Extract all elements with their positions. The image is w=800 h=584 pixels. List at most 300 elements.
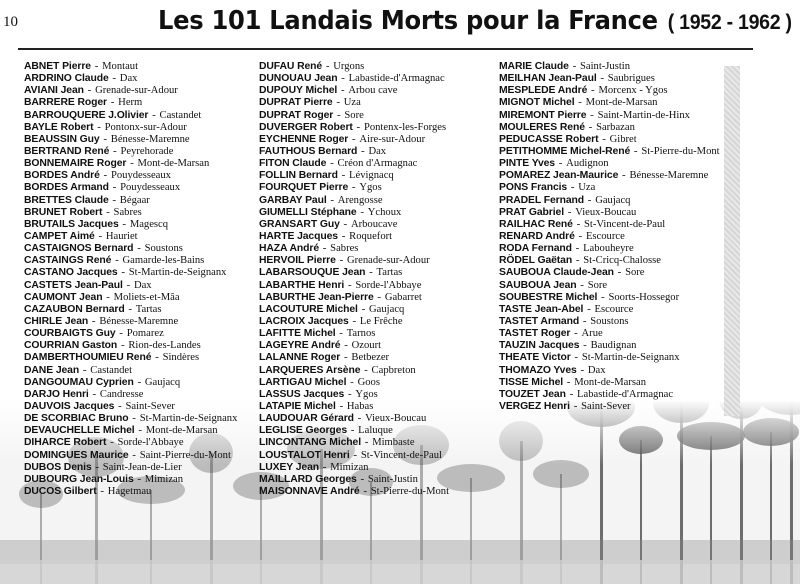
person-name: LALANNE Roger xyxy=(259,352,341,364)
list-item xyxy=(259,291,501,303)
place-name: Capbreton xyxy=(371,364,416,376)
place-name: Morcenx - Ygos xyxy=(598,85,668,97)
list-item xyxy=(259,315,501,327)
person-name: CHIRLE Jean xyxy=(24,315,89,327)
place-name: St-Martin-de-Seignanx xyxy=(139,413,238,425)
separator: - xyxy=(598,290,608,303)
list-item xyxy=(24,72,260,84)
place-name: Mont-de-Marsan xyxy=(145,425,218,437)
person-name: GARBAY Paul xyxy=(259,194,327,206)
page-title xyxy=(158,6,792,36)
place-name: Magescq xyxy=(129,218,169,230)
place-name: Laluque xyxy=(358,425,393,437)
list-item xyxy=(259,461,501,473)
separator: - xyxy=(571,351,581,364)
list-item xyxy=(259,206,501,218)
place-name: Sore xyxy=(344,109,364,121)
person-name: DAUVOIS Jacques xyxy=(24,400,115,412)
list-item xyxy=(24,424,260,436)
separator: - xyxy=(95,229,105,242)
separator: - xyxy=(348,424,358,437)
place-name: Saint-Justin xyxy=(579,61,631,72)
list-item xyxy=(259,194,501,206)
separator: - xyxy=(362,436,372,449)
person-name: CAZAUBON Bernard xyxy=(24,303,125,315)
list-item xyxy=(24,327,260,339)
place-name: Gibret xyxy=(609,133,637,145)
place-name: Mimizan xyxy=(144,473,184,485)
person-name: FOURQUET Pierre xyxy=(259,182,349,194)
list-item xyxy=(259,266,501,278)
person-name: DUFAU René xyxy=(259,61,323,72)
person-name: GIUMELLI Stéphane xyxy=(259,206,357,218)
separator: - xyxy=(568,181,578,194)
list-item xyxy=(499,72,724,84)
person-name: COURBAIGTS Guy xyxy=(24,328,116,340)
separator: - xyxy=(327,157,337,170)
list-item xyxy=(259,339,501,351)
list-item xyxy=(24,376,260,388)
person-name: DAMBERTHOUMIEU René xyxy=(24,352,152,364)
person-name: LINCONTANG Michel xyxy=(259,437,362,449)
person-name: DEVAUCHELLE Michel xyxy=(24,425,135,437)
list-item xyxy=(259,96,501,108)
person-name: SAUBOUA Claude-Jean xyxy=(499,267,614,279)
list-item xyxy=(259,364,501,376)
separator: - xyxy=(103,290,113,303)
separator: - xyxy=(585,120,596,133)
place-name: Candresse xyxy=(99,388,144,400)
separator: - xyxy=(345,278,355,291)
person-name: TAUZIN Jacques xyxy=(499,340,580,352)
separator: - xyxy=(100,132,110,145)
separator: - xyxy=(134,472,144,485)
title-years: ( 1952 - 1962 ) xyxy=(667,11,792,34)
person-name: LUXEY Jean xyxy=(259,461,320,473)
list-item xyxy=(499,266,724,278)
list-item xyxy=(499,133,724,145)
place-name: Audignon xyxy=(566,158,609,170)
list-item xyxy=(499,291,724,303)
list-item xyxy=(259,242,501,254)
person-name: BONNEMAIRE Roger xyxy=(24,158,127,170)
list-item xyxy=(499,279,724,291)
person-name: LABARSOUQUE Jean xyxy=(259,267,366,279)
list-item xyxy=(259,473,501,485)
list-item xyxy=(499,327,724,339)
place-name: Arbou cave xyxy=(348,85,398,97)
separator: - xyxy=(118,266,128,279)
list-item xyxy=(259,412,501,424)
separator: - xyxy=(320,460,330,473)
person-name: DUBOURG Jean-Louis xyxy=(24,473,134,485)
separator: - xyxy=(333,96,343,109)
list-item xyxy=(259,133,501,145)
separator: - xyxy=(350,448,360,461)
separator: - xyxy=(353,120,363,133)
place-name: Arboucave xyxy=(350,218,398,230)
separator: - xyxy=(80,363,90,376)
list-item xyxy=(259,145,501,157)
person-name: TOUZET Jean xyxy=(499,388,566,400)
separator: - xyxy=(91,60,102,72)
person-name: BORDES André xyxy=(24,170,100,182)
separator: - xyxy=(149,108,159,121)
place-name: Grenade-sur-Adour xyxy=(95,85,178,97)
place-name: St-Pierre-du-Mont xyxy=(370,485,450,497)
place-name: Gabarret xyxy=(384,291,422,303)
separator: - xyxy=(109,193,119,206)
list-item xyxy=(24,449,260,461)
place-name: Labouheyre xyxy=(583,243,634,255)
list-item xyxy=(24,242,260,254)
place-name: St-Vincent-de-Paul xyxy=(584,218,666,230)
separator: - xyxy=(357,205,367,218)
place-name: Peyrehorade xyxy=(120,145,174,157)
place-name: Saint-Sever xyxy=(125,400,175,412)
separator: - xyxy=(349,314,359,327)
separator: - xyxy=(110,144,120,157)
separator: - xyxy=(599,132,609,145)
decorative-side-bar xyxy=(724,66,740,416)
list-item xyxy=(499,181,724,193)
person-name: GRANSART Guy xyxy=(259,218,340,230)
person-name: MESPLEDE André xyxy=(499,85,588,97)
separator: - xyxy=(565,205,575,218)
place-name: Arue xyxy=(581,328,603,340)
list-item xyxy=(24,279,260,291)
place-name: St-Pierre-du-Mont xyxy=(641,145,720,157)
person-name: FOLLIN Bernard xyxy=(259,170,338,182)
place-name: Habas xyxy=(346,400,374,412)
person-name: LABARTHE Henri xyxy=(259,279,345,291)
place-name: Mont-de-Marsan xyxy=(585,97,658,109)
separator: - xyxy=(577,278,587,291)
person-name: ABNET Pierre xyxy=(24,61,91,72)
list-item xyxy=(499,254,724,266)
place-name: Sarbazan xyxy=(596,121,635,133)
place-name: Urgons xyxy=(333,61,365,72)
person-name: PINTE Yves xyxy=(499,158,555,170)
separator: - xyxy=(349,132,359,145)
list-item xyxy=(259,157,501,169)
separator: - xyxy=(107,436,117,449)
list-item xyxy=(24,303,260,315)
place-name: Dax xyxy=(133,279,152,291)
place-name: Dax xyxy=(119,73,138,85)
person-name: BEAUSSIN Guy xyxy=(24,133,100,145)
person-name: LEGLISE Georges xyxy=(259,425,347,437)
separator: - xyxy=(84,84,95,97)
place-name: Bégaar xyxy=(119,194,150,206)
separator: - xyxy=(118,339,128,352)
place-name: Sorde-l'Abbaye xyxy=(117,437,184,449)
list-item xyxy=(499,242,724,254)
place-name: Saint-Sever xyxy=(581,400,631,412)
person-name: PRADEL Fernand xyxy=(499,194,585,206)
place-name: Vieux-Boucau xyxy=(365,413,427,425)
list-item xyxy=(24,169,260,181)
separator: - xyxy=(338,229,349,242)
separator: - xyxy=(97,484,107,497)
list-item xyxy=(499,339,724,351)
separator: - xyxy=(588,84,598,97)
place-name: Pontenx-les-Forges xyxy=(363,121,447,133)
person-name: HERVOIL Pierre xyxy=(259,255,336,267)
list-item xyxy=(259,279,501,291)
separator: - xyxy=(336,327,346,340)
person-name: DUNOUAU Jean xyxy=(259,73,338,85)
separator: - xyxy=(94,120,104,133)
list-item xyxy=(259,169,501,181)
list-item xyxy=(259,327,501,339)
separator: - xyxy=(152,351,162,364)
place-name: Mont-de-Marsan xyxy=(137,158,210,170)
separator: - xyxy=(358,302,369,315)
place-name: Baudignan xyxy=(590,340,637,352)
person-name: BAYLE Robert xyxy=(24,121,94,133)
person-name: DUPRAT Roger xyxy=(259,109,334,121)
place-name: Le Frêche xyxy=(359,315,403,327)
separator: - xyxy=(360,484,370,497)
person-name: LOUSTALOT Henri xyxy=(259,449,350,461)
person-name: TASTE Jean-Abel xyxy=(499,303,584,315)
separator: - xyxy=(135,424,145,437)
person-name: LAGEYRE André xyxy=(259,340,341,352)
person-name: BRUTAILS Jacques xyxy=(24,218,119,230)
list-item xyxy=(259,436,501,448)
place-name: Pouydesseaux xyxy=(110,170,171,182)
list-item xyxy=(24,194,260,206)
separator: - xyxy=(336,254,346,267)
place-name: Bénesse-Maremne xyxy=(629,170,709,182)
separator: - xyxy=(619,169,629,182)
list-item xyxy=(24,364,260,376)
separator: - xyxy=(89,387,99,400)
person-name: MAISONNAVE André xyxy=(259,485,360,497)
person-name: DUPOUY Michel xyxy=(259,85,338,97)
place-name: Sorde-l'Abbaye xyxy=(355,279,422,291)
place-name: Gaujacq xyxy=(144,376,181,388)
separator: - xyxy=(127,157,137,170)
place-name: Soustons xyxy=(590,315,629,327)
place-name: Pouydesseaux xyxy=(120,182,181,194)
place-name: Sabres xyxy=(330,243,359,255)
list-item xyxy=(259,376,501,388)
list-item xyxy=(259,254,501,266)
list-item xyxy=(499,218,724,230)
list-item xyxy=(24,254,260,266)
list-item xyxy=(259,121,501,133)
separator: - xyxy=(89,314,99,327)
separator: - xyxy=(338,72,348,85)
place-name: Aire-sur-Adour xyxy=(359,133,426,145)
person-name: RENARD André xyxy=(499,230,575,242)
place-name: Pontonx-sur-Adour xyxy=(104,121,187,133)
person-name: SOUBESTRE Michel xyxy=(499,291,598,303)
place-name: Vieux-Boucau xyxy=(575,206,637,218)
person-name: LAFITTE Michel xyxy=(259,328,336,340)
place-name: Tartas xyxy=(376,267,403,279)
separator: - xyxy=(575,96,585,109)
separator: - xyxy=(129,412,139,425)
person-name: DUCOS Gilbert xyxy=(24,485,97,497)
place-name: Bénesse-Maremne xyxy=(99,315,179,327)
separator: - xyxy=(341,351,351,364)
person-name: LATAPIE Michel xyxy=(259,400,336,412)
person-name: DANE Jean xyxy=(24,364,80,376)
separator: - xyxy=(573,254,583,267)
list-item xyxy=(259,109,501,121)
names-column-1 xyxy=(24,60,260,497)
separator: - xyxy=(631,144,641,157)
list-item xyxy=(24,400,260,412)
person-name: MIGNOT Michel xyxy=(499,97,575,109)
separator: - xyxy=(580,339,590,352)
separator: - xyxy=(580,314,590,327)
list-item xyxy=(499,194,724,206)
person-name: CAMPET Aimé xyxy=(24,230,95,242)
person-name: DIHARCE Robert xyxy=(24,437,107,449)
person-name: LARQUERES Arsène xyxy=(259,364,361,376)
person-name: RODA Fernand xyxy=(499,243,572,255)
list-item xyxy=(24,485,260,497)
place-name: Mont-de-Marsan xyxy=(574,376,647,388)
list-item xyxy=(24,145,260,157)
separator: - xyxy=(320,242,330,255)
place-name: Lévignacq xyxy=(349,170,394,182)
place-name: Mimbaste xyxy=(372,437,415,449)
list-item xyxy=(259,449,501,461)
place-name: Arengosse xyxy=(337,194,383,206)
separator: - xyxy=(570,399,581,412)
list-item xyxy=(259,485,501,497)
separator: - xyxy=(129,448,139,461)
place-name: Gamarde-les-Bains xyxy=(122,255,205,267)
separator: - xyxy=(566,387,577,400)
person-name: LABURTHE Jean-Pierre xyxy=(259,291,374,303)
names-column-3 xyxy=(499,60,724,412)
place-name: Dax xyxy=(587,364,606,376)
list-item xyxy=(24,109,260,121)
person-name: DARJO Henri xyxy=(24,388,89,400)
person-name: BERTRAND René xyxy=(24,145,110,157)
person-name: MOULERES René xyxy=(499,121,585,133)
person-name: DOMINGUES Maurice xyxy=(24,449,129,461)
separator: - xyxy=(577,363,587,376)
list-item xyxy=(24,133,260,145)
place-name: Sabres xyxy=(113,206,142,218)
person-name: FAUTHOUS Bernard xyxy=(259,145,358,157)
list-item xyxy=(499,169,724,181)
person-name: CASTANO Jacques xyxy=(24,267,118,279)
person-name: ARDRINO Claude xyxy=(24,73,109,85)
list-item xyxy=(24,157,260,169)
list-item xyxy=(499,60,724,72)
person-name: CASTAINGS René xyxy=(24,255,112,267)
list-item xyxy=(499,303,724,315)
person-name: BARROUQUERE J.Olivier xyxy=(24,109,149,121)
separator: - xyxy=(357,472,367,485)
person-name: EYCHENNE Roger xyxy=(259,133,349,145)
place-name: Saint-Justin xyxy=(367,473,418,485)
list-item xyxy=(24,84,260,96)
place-name: Betbezer xyxy=(351,352,390,364)
person-name: TASTET Armand xyxy=(499,315,580,327)
place-name: Rion-des-Landes xyxy=(128,340,201,352)
list-item xyxy=(259,72,501,84)
person-name: DUPRAT Pierre xyxy=(259,97,333,109)
separator: - xyxy=(108,96,118,109)
separator: - xyxy=(354,412,365,425)
list-item xyxy=(259,230,501,242)
place-name: Moliets-et-Mâa xyxy=(113,291,180,303)
separator: - xyxy=(327,193,337,206)
place-name: Saint-Pierre-du-Mont xyxy=(139,449,231,461)
place-name: Soustons xyxy=(144,243,183,255)
person-name: LASSUS Jacques xyxy=(259,388,345,400)
separator: - xyxy=(575,229,585,242)
list-item xyxy=(499,388,724,400)
list-item xyxy=(499,351,724,363)
person-name: MEILHAN Jean-Paul xyxy=(499,73,597,85)
person-name: AVIANI Jean xyxy=(24,85,84,97)
list-item xyxy=(499,121,724,133)
person-name: SAUBOUA Jean xyxy=(499,279,577,291)
place-name: Saint-Martin-de-Hinx xyxy=(597,109,690,121)
place-name: Hauriet xyxy=(105,230,138,242)
separator: - xyxy=(109,181,120,194)
list-item xyxy=(24,291,260,303)
person-name: BRUNET Robert xyxy=(24,206,103,218)
separator: - xyxy=(103,205,113,218)
list-item xyxy=(24,436,260,448)
person-name: RAILHAC René xyxy=(499,218,573,230)
place-name: Labastide-d'Armagnac xyxy=(348,73,445,85)
separator: - xyxy=(341,339,351,352)
person-name: HARTE Jacques xyxy=(259,230,338,242)
place-name: Dax xyxy=(368,145,387,157)
names-column-2 xyxy=(259,60,501,497)
list-item xyxy=(24,218,260,230)
separator: - xyxy=(116,327,126,340)
list-item xyxy=(499,230,724,242)
place-name: Herm xyxy=(118,97,143,109)
separator: - xyxy=(123,278,133,291)
list-item xyxy=(499,84,724,96)
place-name: Sore xyxy=(587,279,608,291)
person-name: PEDUCASSE Robert xyxy=(499,133,599,145)
list-item xyxy=(499,96,724,108)
separator: - xyxy=(572,242,583,255)
title-underline xyxy=(18,48,753,50)
place-name: Bénesse-Maremne xyxy=(110,133,190,145)
separator: - xyxy=(119,217,129,230)
place-name: Escource xyxy=(585,230,625,242)
place-name: Montaut xyxy=(102,61,139,72)
page-number: 10 xyxy=(3,14,18,30)
title-text: Les 101 Landais Morts pour la France xyxy=(158,6,658,36)
separator: - xyxy=(614,266,625,279)
person-name: DUBOS Denis xyxy=(24,461,92,473)
place-name: Pomarez xyxy=(126,328,164,340)
person-name: BORDES Armand xyxy=(24,182,109,194)
person-name: CAUMONT Jean xyxy=(24,291,103,303)
list-item xyxy=(24,206,260,218)
person-name: BRETTES Claude xyxy=(24,194,109,206)
separator: - xyxy=(347,375,357,388)
separator: - xyxy=(587,108,597,121)
